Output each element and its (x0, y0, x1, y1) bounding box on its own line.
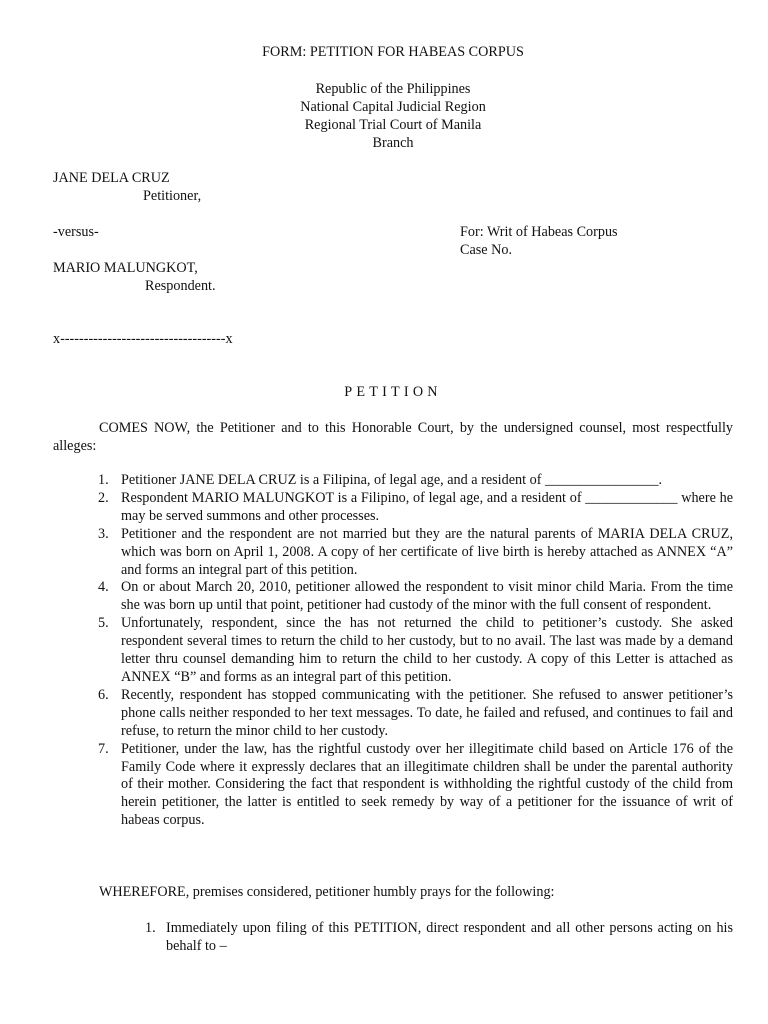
wherefore-paragraph (53, 883, 733, 901)
item-number: 3. (98, 525, 109, 542)
petitioner-name: JANE DELA CRUZ (53, 170, 170, 186)
list-item (53, 579, 733, 615)
item-text: Petitioner, under the law, has the rightful custody over her illegitimate child based on Article 176 of the Family Code where it expressly declares that an illegitimate children shall be under the parental authority of their mother. Considering the fact that respondent is withholding the rightful custody of the child from herein petitioner, the latter is entitled to seek remedy by way of a petitioner for the issuance of writ of habeas corpus. (121, 740, 733, 829)
list-item (53, 741, 733, 831)
caption-separator: x-----------------------------------x (53, 331, 233, 347)
item-number: 1. (98, 472, 109, 488)
item-number: 7. (98, 740, 109, 757)
case-number-label: Case No. (460, 242, 513, 258)
petition-heading: PETITION (344, 384, 442, 400)
court-line-branch: Branch (372, 135, 414, 151)
item-number: 6. (98, 686, 109, 703)
prayers-list (100, 919, 733, 955)
wherefore-text: WHEREFORE, premises considered, petitioner humbly prays for the following: (99, 884, 555, 900)
court-line-court: Regional Trial Court of Manila (304, 117, 482, 133)
intro-text: COMES NOW, the Petitioner and to this Honorable Court, by the undersigned counsel, most respectfully alleges: (53, 420, 733, 454)
list-item (53, 472, 733, 490)
list-item (53, 687, 733, 741)
list-item (53, 615, 733, 687)
item-text: Petitioner and the respondent are not married but they are the natural parents of MARIA DELA CRUZ, which was born on April 1, 2008. A copy of her certificate of live birth is hereby attached as ANNEX “A” and forms an integral part of this petition. (121, 525, 733, 578)
list-item (53, 526, 733, 580)
versus-label: -versus- (53, 224, 99, 240)
item-text: Immediately upon filing of this PETITION, direct respondent and all other persons acting on his behalf to – (166, 920, 733, 954)
allegations-list (53, 472, 733, 830)
item-number: 5. (98, 615, 109, 632)
intro-paragraph (53, 419, 733, 455)
item-number: 1. (145, 920, 156, 936)
respondent-role: Respondent. (145, 278, 216, 294)
court-line-republic: Republic of the Philippines (315, 81, 471, 97)
item-text: Unfortunately, respondent, since the has not returned the child to petitioner’s custody. She asked respondent several times to return the child to her custody, but to no avail. The last was made by a demand letter thru counsel demanding him to return the child to her custody. A copy of this Letter is attached as ANNEX “B” and forms as an integral part of this petition. (121, 615, 733, 685)
item-text: Respondent MARIO MALUNGKOT is a Filipino, of legal age, and a resident of _____________ where he may be served summons and other processes. (121, 489, 733, 524)
item-text: Recently, respondent has stopped communicating with the petitioner. She refused to answer petitioner’s phone calls neither responded to her text messages. To date, he failed and refused, and continues to fail and refuse, to return the minor child to her custody. (121, 686, 733, 739)
writ-for-line: For: Writ of Habeas Corpus (460, 224, 618, 240)
court-line-region: National Capital Judicial Region (300, 99, 486, 115)
respondent-name: MARIO MALUNGKOT, (53, 260, 198, 276)
form-title: FORM: PETITION FOR HABEAS CORPUS (262, 44, 524, 60)
item-number: 2. (98, 489, 109, 506)
item-number: 4. (98, 579, 109, 596)
list-item (53, 490, 733, 526)
petitioner-role: Petitioner, (143, 188, 202, 204)
item-text: On or about March 20, 2010, petitioner allowed the respondent to visit minor child Maria. From the time she was born up until that point, petitioner had custody of the minor with the full consent of respondent. (121, 579, 733, 614)
list-item (100, 919, 733, 955)
item-text: Petitioner JANE DELA CRUZ is a Filipina, of legal age, and a resident of ________________. (121, 472, 663, 488)
